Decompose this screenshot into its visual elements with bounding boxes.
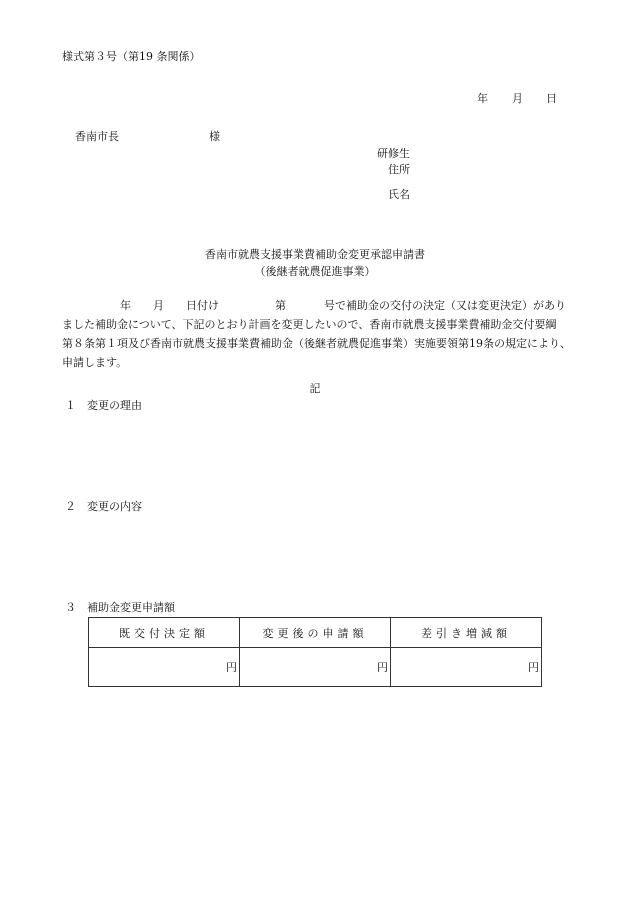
- body-year: 年: [120, 299, 131, 312]
- existing-decision-amount: [89, 648, 240, 687]
- amount-table-value-row: [89, 648, 542, 687]
- header-revised-application: 変更後の申請額: [240, 618, 391, 648]
- body-dai: 第: [275, 299, 286, 312]
- document-title: 香南市就農支援事業費補助金変更承認申請書: [205, 248, 425, 261]
- yen-unit: 円: [226, 661, 237, 674]
- date-year: 年: [477, 92, 488, 105]
- form-number: 様式第３号（第19 条関係）: [62, 50, 201, 63]
- yen-unit: 円: [528, 661, 539, 674]
- body-line-3: 第８条第１項及び香南市就農支援事業費補助金（後継者就農促進事業）実施要領第19条の規定により、: [62, 337, 571, 350]
- section-1-label: 変更の理由: [87, 399, 142, 412]
- section-1-number: １: [65, 399, 76, 412]
- amount-table-header-row: [89, 618, 542, 648]
- section-2-label: 変更の内容: [87, 500, 142, 513]
- body-paragraph: [62, 296, 577, 372]
- document-subtitle: （後継者就農促進事業）: [254, 265, 376, 278]
- body-month: 月: [153, 299, 164, 312]
- header-existing-decision: 既交付決定額: [89, 618, 240, 648]
- addressee-honorific: 様: [209, 130, 220, 143]
- date-month: 月: [512, 92, 523, 105]
- section-3-label: 補助金変更申請額: [87, 601, 175, 614]
- ki-marker: 記: [309, 382, 321, 395]
- applicant-name-label: 氏名: [388, 188, 410, 201]
- body-decision-text: 号で補助金の交付の決定（又は変更決定）があり: [324, 299, 566, 312]
- section-3-number: ３: [65, 601, 76, 614]
- difference-amount: [391, 648, 542, 687]
- revised-application-amount: [240, 648, 391, 687]
- amount-table: [88, 617, 542, 687]
- date-day: 日: [546, 92, 557, 105]
- body-day-date: 日付け: [186, 299, 219, 312]
- applicant-address-label: 住所: [388, 163, 410, 176]
- body-line-4: 申請します。: [62, 356, 128, 369]
- yen-unit: 円: [377, 661, 388, 674]
- body-line-2: ました補助金について、下記のとおり計画を変更したいので、香南市就農支援事業費補助金交付要綱: [62, 318, 557, 331]
- header-difference: 差引き増減額: [391, 618, 542, 648]
- applicant-trainee: 研修生: [377, 147, 410, 160]
- body-line-1: [62, 296, 577, 315]
- addressee-name: 香南市長: [75, 130, 119, 143]
- section-2-number: ２: [65, 500, 76, 513]
